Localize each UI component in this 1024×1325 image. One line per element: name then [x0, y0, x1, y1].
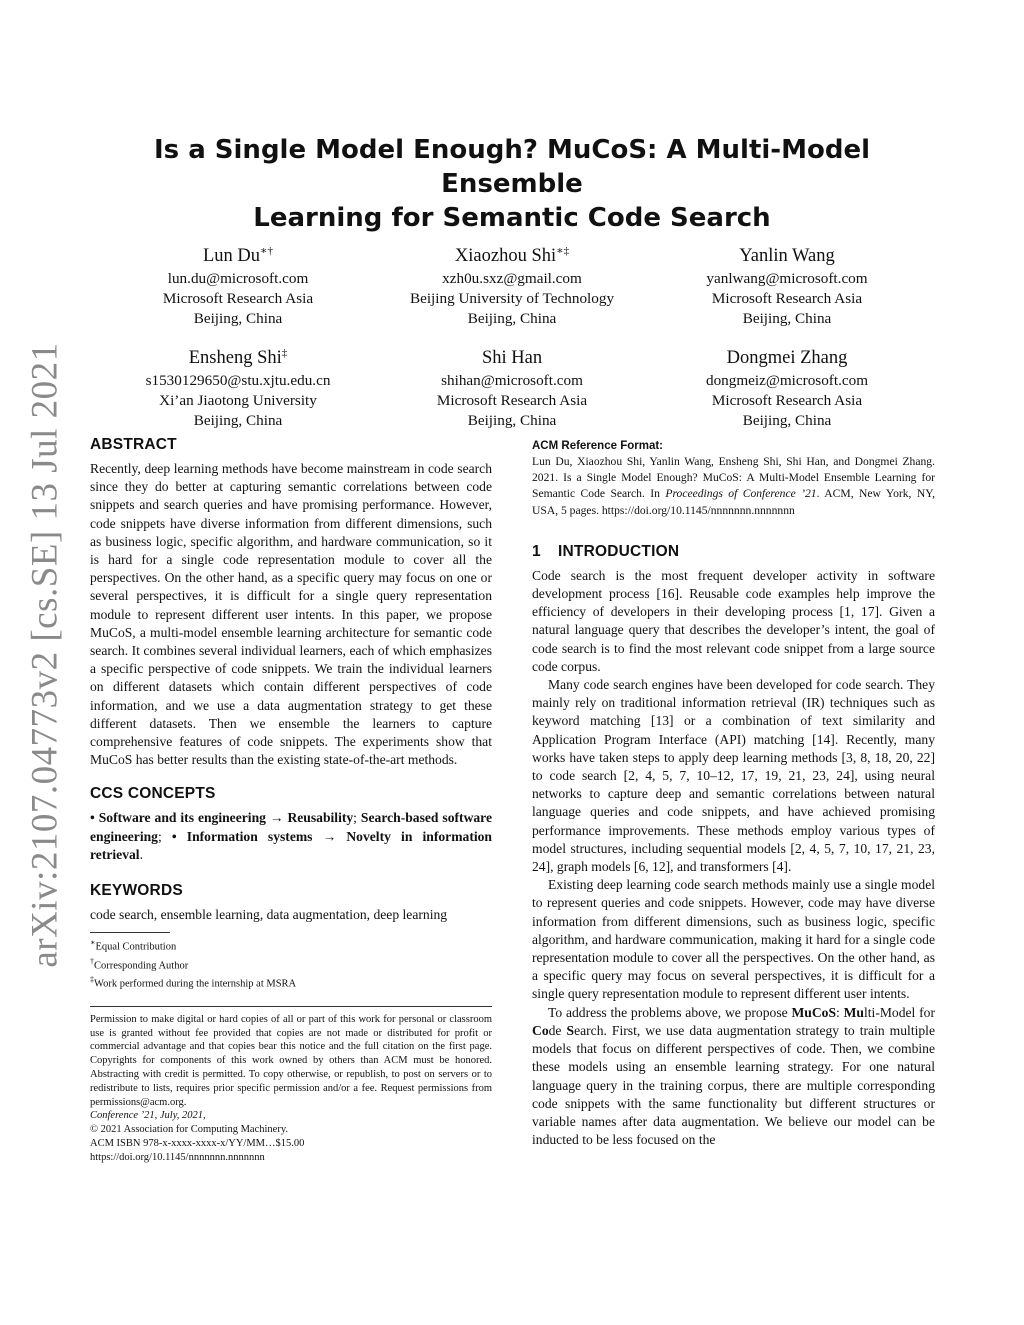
author-affiliation: Microsoft Research Asia: [711, 392, 863, 410]
author-location: Beijing, China: [193, 310, 283, 328]
author-email[interactable]: xzh0u.sxz@gmail.com: [442, 270, 582, 288]
ccs-heading: CCS CONCEPTS: [90, 785, 216, 803]
author-location: Beijing, China: [467, 310, 557, 328]
permission-block: [90, 1013, 492, 1165]
paper-title: [90, 133, 934, 235]
ccs-concepts: • Software and its engineering → Reusability; Search-based software engineering; • Information systems → Novelty in information retrieval.: [90, 810, 492, 862]
title-line-1: Is a Single Model Enough? MuCoS: A Multi-Model Ensemble: [154, 135, 870, 199]
author-block: [372, 238, 652, 329]
right-column: [532, 434, 935, 1149]
acm-reference-heading: ACM Reference Format:: [532, 440, 663, 452]
intro-paragraph-2: Many code search engines have been developed for code search. They mainly rely on traditional information retrieval (IR) techniques such as keyword matching [13] or a combination of text similarity and Application Program Interface (API) matching [14]. Recently, many works have taken steps to apply deep learning methods [3, 8, 18, 20, 22] to code search [2, 4, 5, 7, 10–12, 17, 19, 21, 23, 24], using neural networks to capture deep and semantic correlations between natural language queries and code snippets, and have achieved promising performance improvements. These methods employ various types of model structures, including sequential models [2, 4, 5, 7, 10, 17, 21, 23, 24], graph models [6, 12], and transformers [4].: [532, 677, 935, 875]
author-location: Beijing, China: [193, 412, 283, 430]
arxiv-stamp: arXiv:2107.04773v2 [cs.SE] 13 Jul 2021: [24, 342, 66, 968]
acm-reference-text: Lun Du, Xiaozhou Shi, Yanlin Wang, Ensheng Shi, Shi Han, and Dongmei Zhang. 2021. Is a Single Model Enough? MuCoS: A Multi-Model Ensemble Learning for Semantic Code Search. In Proceedings of Conference ’21. ACM, New York, NY, USA, 5 pages. https://doi.org/10.1145/nnnnnnn.nnnnnnn: [532, 455, 935, 517]
author-name: Yanlin Wang: [739, 246, 835, 267]
keywords-text: code search, ensemble learning, data augmentation, deep learning: [90, 907, 448, 923]
footnote: ‡Work performed during the internship at MSRA: [90, 975, 297, 990]
footnote: †Corresponding Author: [90, 956, 189, 972]
author-affiliation: Microsoft Research Asia: [162, 290, 314, 308]
keywords-heading: KEYWORDS: [90, 882, 183, 900]
left-column: [90, 434, 492, 1165]
permission-text: Permission to make digital or hard copies of all or part of this work for personal or classroom use is granted without fee provided that copies are not made or distributed for profit or commercial advantage and that copies bear this notice and the full citation on the first page. Copyrights for components of this work owned by others than ACM must be honored. Abstracting with credit is permitted. To copy otherwise, or republish, to post on servers or to redistribute to lists, requires prior specific permission and/or a fee. Request permissions from permissions@acm.org.: [90, 1013, 492, 1108]
permission-divider: [90, 1006, 492, 1007]
intro-paragraph-4: To address the problems above, we propose MuCoS: Multi-Model for Code Search. First, we use data augmentation strategy to train multiple models that focus on different perspectives of code. Then, we combine these models using an ensemble learning strategy. For one natural language query in the training corpus, there are multiple corresponding code snippets with the same functionality but different structures or variable names after data augmentation. We believe our model can be inducted to be less focused on the: [532, 1004, 935, 1148]
author-block: [647, 340, 927, 431]
author-block: [647, 238, 927, 329]
author-block: [98, 340, 378, 431]
author-name: Dongmei Zhang: [726, 348, 848, 369]
intro-paragraph-3: Existing deep learning code search methods mainly use a single model to represent queries and code snippets. However, code may have diverse information from different dimensions, such as business logic, specific algorithm, and hardware communication, making it hard for a single code representation module to cover all the perspectives. On the other hand, as a specific query may focus on several perspectives, it is difficult for a single query representation module to represent different user intents.: [532, 877, 935, 1002]
author-affiliation: Microsoft Research Asia: [436, 392, 588, 410]
author-location: Beijing, China: [742, 310, 832, 328]
conference-line: Conference ’21, July, 2021,: [90, 1110, 206, 1122]
author-affiliation: Microsoft Research Asia: [711, 290, 863, 308]
author-location: Beijing, China: [467, 412, 557, 430]
footnote-divider: [90, 932, 170, 933]
author-name: Lun Du∗†: [202, 245, 274, 267]
abstract-text: Recently, deep learning methods have become mainstream in code search since they do better at capturing semantic correlations between code snippets and search queries and have promising performance. However, code snippets have diverse information from different dimensions, such as business logic, specific algorithm, and hardware communication, so it is hard for a single code representation module to cover all the perspectives. On the other hand, as a specific query may focus on one or several perspectives, it is difficult for a single query representation module to represent different user intents. In this paper, we propose MuCoS, a multi-model ensemble learning architecture for semantic code search. It combines several individual learners, each of which emphasizes a specific perspective of code snippets. We train the individual learners on different datasets which contain different perspectives of code information, and we use a data augmentation strategy to get these different datasets. Then we ensemble the learners to capture comprehensive features of code snippets. The experiments show that MuCoS has better results than the existing state-of-the-art methods.: [90, 461, 492, 768]
author-email[interactable]: dongmeiz@microsoft.com: [705, 372, 869, 390]
intro-paragraph-1: Code search is the most frequent developer activity in software development process [16]. Reusable code examples help improve the efficiency of developers in their developing process [1, 17]. Given a natural language query that describes the developer’s intent, the goal of code search is to find the most relevant code snippet from a large source code corpus.: [532, 567, 935, 674]
author-name: Ensheng Shi‡: [188, 347, 288, 369]
footnote: ∗Equal Contribution: [90, 938, 177, 953]
author-email[interactable]: yanlwang@microsoft.com: [706, 270, 868, 288]
abstract-heading: ABSTRACT: [90, 436, 177, 453]
introduction-heading: 1 INTRODUCTION: [532, 542, 680, 560]
author-block: [372, 340, 652, 431]
author-location: Beijing, China: [742, 412, 832, 430]
author-name: Shi Han: [481, 348, 543, 369]
author-affiliation: Xi’an Jiaotong University: [159, 392, 317, 410]
author-affiliation: Beijing University of Technology: [409, 290, 615, 308]
copyright-line: © 2021 Association for Computing Machinery.: [90, 1124, 289, 1136]
title-line-2: Learning for Semantic Code Search: [253, 203, 771, 233]
isbn-line: ACM ISBN 978-x-xxxx-xxxx-x/YY/MM…$15.00: [90, 1137, 305, 1149]
author-email[interactable]: s1530129650@stu.xjtu.edu.cn: [145, 372, 331, 390]
author-name: Xiaozhou Shi∗‡: [454, 245, 570, 267]
author-block: [98, 238, 378, 329]
doi-link[interactable]: https://doi.org/10.1145/nnnnnnn.nnnnnnn: [90, 1151, 265, 1163]
author-email[interactable]: shihan@microsoft.com: [441, 372, 583, 390]
author-email[interactable]: lun.du@microsoft.com: [167, 270, 309, 288]
